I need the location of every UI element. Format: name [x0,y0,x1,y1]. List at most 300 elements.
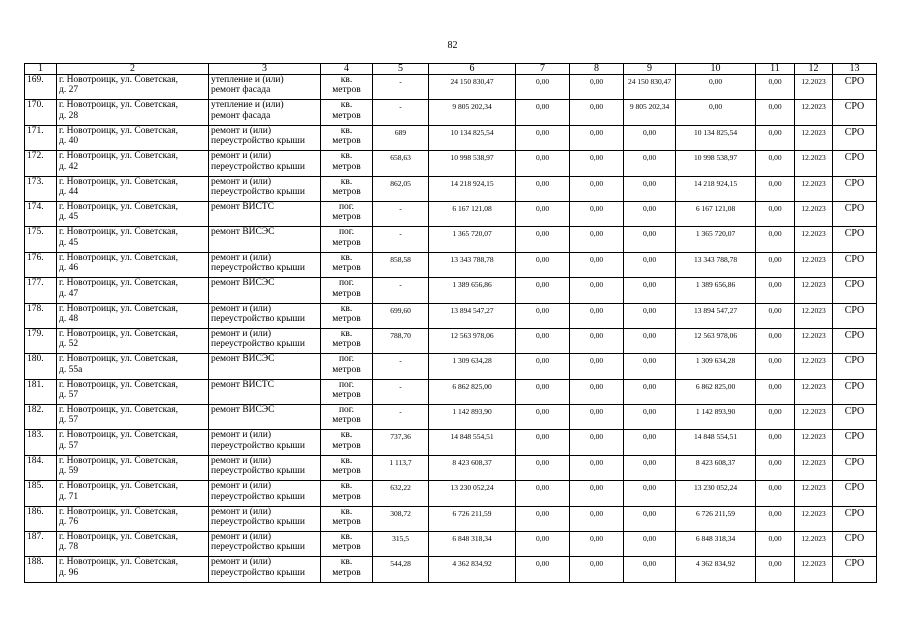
fund-cell-11-line-1: 0,00 [768,254,782,264]
fund-cell-7 [516,430,570,455]
contractor-cell-line-1: СРО [844,152,865,164]
deadline-cell-line-1: 12.2023 [801,508,826,518]
total-cost-cell [429,455,516,480]
fund-cell-7 [516,532,570,557]
unit-cell-line-1: кв. [340,557,353,568]
row-number [25,100,57,125]
total-cost-cell [429,430,516,455]
unit-cell [321,176,373,201]
deadline-cell [795,379,833,404]
fund-cell-11 [756,354,795,379]
fund-cell-11-line-1: 0,00 [768,153,782,163]
total-cost-cell [429,303,516,328]
work-type-cell-line-1: ремонт и (или) [211,151,272,162]
table-row [25,405,877,430]
row-number [25,252,57,277]
volume-cell [373,151,429,176]
table-row [25,506,877,531]
fund-cell-9-line-1: 0,00 [642,508,657,518]
address-cell [57,227,209,252]
row-number [25,227,57,252]
fund-cell-8 [570,303,624,328]
unit-cell-line-2: метров [332,542,361,553]
fund-cell-11 [756,379,795,404]
fund-cell-10-line-1: 8 423 608,37 [695,457,736,467]
unit-cell [321,100,373,125]
fund-cell-10 [676,75,756,100]
fund-cell-9-line-1: 0,00 [642,229,657,239]
deadline-cell [795,100,833,125]
fund-cell-9 [624,557,676,582]
fund-cell-9-line-1: 0,00 [642,407,657,417]
fund-cell-8 [570,227,624,252]
fund-cell-9-line-1: 9 805 202,34 [629,102,670,112]
fund-cell-11 [756,455,795,480]
row-number-line-1: 177. [27,278,44,289]
volume-cell [373,201,429,226]
work-type-cell-line-2: переустройство крыши [211,466,305,477]
row-number [25,75,57,100]
address-cell-line-1: г. Новотроицк, ул. Советская, [59,379,179,390]
total-cost-cell [429,405,516,430]
work-type-cell [209,455,321,480]
fund-cell-9 [624,354,676,379]
table-body [25,75,877,583]
address-cell [57,151,209,176]
fund-cell-10 [676,125,756,150]
deadline-cell-line-1: 12.2023 [801,483,826,493]
contractor-cell [833,557,877,582]
work-type-cell-line-2: переустройство крыши [211,161,305,172]
fund-cell-10-line-1: 10 998 538,97 [693,153,738,163]
address-cell-line-1: г. Новотроицк, ул. Советская, [59,75,179,85]
work-type-cell-line-2: переустройство крыши [211,440,305,451]
fund-cell-9-line-1: 0,00 [642,153,657,163]
fund-cell-11 [756,430,795,455]
total-cost-cell-line-1: 12 563 978,06 [450,330,494,340]
fund-cell-9 [624,176,676,201]
address-cell-line-2: д. 42 [59,161,79,172]
contractor-cell-line-1: СРО [844,126,865,138]
contractor-cell [833,430,877,455]
work-type-cell [209,278,321,303]
work-type-cell-line-2: переустройство крыши [211,186,305,197]
address-cell-line-1: г. Новотроицк, ул. Советская, [59,176,179,187]
deadline-cell [795,125,833,150]
fund-cell-7-line-1: 0,00 [535,432,550,442]
work-type-cell-line-1: ремонт и (или) [211,303,272,314]
address-cell [57,75,209,100]
total-cost-cell [429,201,516,226]
contractor-cell-line-1: СРО [844,406,865,418]
fund-cell-7 [516,227,570,252]
address-cell-line-2: д. 27 [59,85,79,96]
deadline-cell [795,227,833,252]
total-cost-cell-line-1: 6 848 318,34 [452,534,492,544]
contractor-cell [833,532,877,557]
address-cell-line-2: д. 59 [59,466,79,477]
table-row [25,252,877,277]
fund-cell-10-line-1: 1 365 720,07 [695,229,736,239]
fund-cell-9 [624,379,676,404]
volume-cell-line-1: 315,5 [392,534,409,544]
column-header-1: 1 [25,64,57,75]
fund-cell-11-line-1: 0,00 [768,77,782,86]
address-cell [57,328,209,353]
column-header-11: 11 [756,64,795,75]
contractor-cell-line-1: СРО [844,101,865,113]
column-header-8: 8 [570,64,624,75]
unit-cell-line-2: метров [332,85,361,96]
fund-cell-7 [516,125,570,150]
volume-cell [373,455,429,480]
contractor-cell-line-1: СРО [844,304,865,316]
unit-cell-line-1: пог. [338,201,355,212]
column-header-13: 13 [833,64,877,75]
total-cost-cell-line-1: 13 894 547,27 [450,305,494,315]
contractor-cell-line-1: СРО [844,355,865,367]
total-cost-cell [429,252,516,277]
row-number [25,532,57,557]
fund-cell-11-line-1: 0,00 [768,559,782,569]
contractor-cell-line-1: СРО [844,482,865,494]
address-cell-line-1: г. Новотроицк, ул. Советская, [59,278,179,289]
contractor-cell-line-1: СРО [844,558,865,570]
row-number [25,506,57,531]
fund-cell-11-line-1: 0,00 [768,407,782,417]
fund-cell-8-line-1: 0,00 [589,254,604,264]
fund-cell-10-line-1: 0,00 [708,77,723,86]
deadline-cell [795,532,833,557]
work-type-cell [209,100,321,125]
fund-cell-7-line-1: 0,00 [535,254,550,264]
address-cell-line-2: д. 47 [59,288,79,299]
row-number [25,125,57,150]
fund-cell-10-line-1: 10 134 825,54 [693,127,738,137]
fund-cell-9 [624,125,676,150]
table-row [25,455,877,480]
fund-cell-8 [570,481,624,506]
unit-cell [321,201,373,226]
volume-cell [373,379,429,404]
fund-cell-9-line-1: 0,00 [642,127,657,137]
fund-cell-8-line-1: 0,00 [589,534,604,544]
deadline-cell-line-1: 12.2023 [801,229,826,239]
deadline-cell-line-1: 12.2023 [801,203,826,213]
fund-cell-10 [676,303,756,328]
fund-cell-10 [676,506,756,531]
row-number [25,303,57,328]
fund-cell-7-line-1: 0,00 [535,77,550,86]
volume-cell-line-1: 658,63 [390,153,411,163]
volume-cell-line-1: 632,22 [390,483,411,493]
fund-cell-9 [624,405,676,430]
table-row [25,379,877,404]
fund-cell-9 [624,252,676,277]
contractor-cell-line-1: СРО [844,431,865,443]
address-cell [57,354,209,379]
unit-cell [321,151,373,176]
fund-cell-11 [756,125,795,150]
unit-cell [321,303,373,328]
table-row [25,75,877,100]
fund-cell-10 [676,151,756,176]
row-number-line-1: 183. [27,430,44,441]
address-cell [57,303,209,328]
fund-cell-10 [676,227,756,252]
fund-cell-8-line-1: 0,00 [589,559,604,569]
works-table [24,63,877,583]
unit-cell-line-2: метров [332,567,361,578]
work-type-cell [209,75,321,100]
contractor-cell [833,100,877,125]
unit-cell-line-1: кв. [340,481,353,492]
volume-cell-line-1: - [399,77,402,86]
contractor-cell [833,303,877,328]
unit-cell-line-2: метров [332,237,361,248]
address-cell [57,125,209,150]
total-cost-cell-line-1: 14 218 924,15 [450,178,494,188]
fund-cell-9 [624,201,676,226]
row-number-line-1: 175. [27,227,44,238]
address-cell [57,379,209,404]
fund-cell-7 [516,379,570,404]
work-type-cell-line-1: ремонт ВИСЭС [211,405,275,416]
row-number [25,354,57,379]
table-row [25,532,877,557]
work-type-cell-line-2: переустройство крыши [211,567,305,578]
total-cost-cell [429,532,516,557]
fund-cell-9 [624,532,676,557]
fund-cell-10 [676,100,756,125]
column-header-10: 10 [676,64,756,75]
unit-cell [321,125,373,150]
address-cell-line-2: д. 57 [59,415,79,426]
address-cell-line-1: г. Новотроицк, ул. Советская, [59,430,179,441]
unit-cell-line-1: пог. [338,354,355,365]
fund-cell-8 [570,252,624,277]
unit-cell-line-1: пог. [338,227,355,238]
fund-cell-9-line-1: 24 150 830,47 [627,77,672,86]
fund-cell-8 [570,532,624,557]
unit-cell-line-2: метров [332,186,361,197]
row-number-line-1: 187. [27,532,44,543]
address-cell-line-2: д. 76 [59,517,79,528]
column-header-6: 6 [429,64,516,75]
total-cost-cell [429,125,516,150]
fund-cell-7-line-1: 0,00 [535,153,550,163]
volume-cell-line-1: - [399,407,402,417]
fund-cell-8-line-1: 0,00 [589,330,604,340]
work-type-cell-line-2: ремонт фасада [211,85,271,96]
fund-cell-10-line-1: 12 563 978,06 [693,330,738,340]
unit-cell-line-1: кв. [340,176,353,187]
row-number [25,430,57,455]
unit-cell-line-1: кв. [340,75,353,85]
fund-cell-10-line-1: 1 142 893,90 [695,407,736,417]
unit-cell-line-2: метров [332,339,361,350]
fund-cell-8 [570,125,624,150]
unit-cell [321,227,373,252]
fund-cell-10 [676,252,756,277]
address-cell [57,278,209,303]
contractor-cell-line-1: СРО [844,279,865,291]
fund-cell-9 [624,100,676,125]
work-type-cell-line-1: утепление и (или) [211,100,284,111]
row-number-line-1: 184. [27,455,44,466]
fund-cell-11 [756,151,795,176]
volume-cell-line-1: 689 [394,127,407,137]
address-cell [57,405,209,430]
fund-cell-9-line-1: 0,00 [642,305,657,315]
column-header-3: 3 [209,64,321,75]
fund-cell-8-line-1: 0,00 [589,407,604,417]
volume-cell-line-1: 737,36 [390,432,411,442]
unit-cell-line-2: метров [332,390,361,401]
fund-cell-11 [756,481,795,506]
work-type-cell [209,481,321,506]
deadline-cell-line-1: 12.2023 [801,457,826,467]
contractor-cell [833,455,877,480]
fund-cell-9-line-1: 0,00 [642,457,657,467]
deadline-cell [795,430,833,455]
fund-cell-9 [624,303,676,328]
fund-cell-9 [624,328,676,353]
volume-cell-line-1: - [399,102,402,112]
total-cost-cell [429,354,516,379]
table-row [25,354,877,379]
work-type-cell-line-1: ремонт и (или) [211,506,272,517]
row-number-line-1: 186. [27,506,44,517]
fund-cell-7-line-1: 0,00 [535,203,550,213]
fund-cell-10 [676,354,756,379]
address-cell [57,455,209,480]
deadline-cell-line-1: 12.2023 [801,432,826,442]
fund-cell-11-line-1: 0,00 [768,102,782,112]
address-cell-line-2: д. 40 [59,136,79,147]
unit-cell-line-1: кв. [340,430,353,441]
deadline-cell-line-1: 12.2023 [801,102,826,112]
column-header-9: 9 [624,64,676,75]
deadline-cell [795,557,833,582]
total-cost-cell-line-1: 6 726 211,59 [452,508,492,518]
fund-cell-11 [756,532,795,557]
volume-cell [373,125,429,150]
fund-cell-10 [676,328,756,353]
fund-cell-7 [516,506,570,531]
row-number-line-1: 185. [27,481,44,492]
table-row [25,151,877,176]
fund-cell-11-line-1: 0,00 [768,356,782,366]
fund-cell-9-line-1: 0,00 [642,559,657,569]
fund-cell-10-line-1: 6 848 318,34 [695,534,736,544]
contractor-cell [833,328,877,353]
fund-cell-10 [676,455,756,480]
fund-cell-9-line-1: 0,00 [642,356,657,366]
contractor-cell-line-1: СРО [844,202,865,214]
fund-cell-8 [570,430,624,455]
address-cell [57,100,209,125]
fund-cell-7-line-1: 0,00 [535,534,550,544]
unit-cell [321,379,373,404]
table-row [25,328,877,353]
total-cost-cell [429,278,516,303]
work-type-cell-line-2: переустройство крыши [211,542,305,553]
fund-cell-10 [676,557,756,582]
fund-cell-8-line-1: 0,00 [589,203,604,213]
total-cost-cell-line-1: 4 362 834,92 [452,559,492,569]
address-cell-line-2: д. 78 [59,542,79,553]
deadline-cell-line-1: 12.2023 [801,559,826,569]
address-cell-line-2: д. 45 [59,212,79,223]
row-number [25,379,57,404]
fund-cell-7 [516,405,570,430]
deadline-cell [795,455,833,480]
deadline-cell [795,201,833,226]
work-type-cell [209,303,321,328]
unit-cell [321,455,373,480]
contractor-cell-line-1: СРО [844,253,865,265]
fund-cell-8 [570,75,624,100]
fund-cell-11 [756,278,795,303]
fund-cell-11 [756,303,795,328]
fund-cell-7 [516,557,570,582]
address-cell-line-1: г. Новотроицк, ул. Советская, [59,481,179,492]
fund-cell-11-line-1: 0,00 [768,457,782,467]
fund-cell-9-line-1: 0,00 [642,203,657,213]
fund-cell-7-line-1: 0,00 [535,559,550,569]
address-cell-line-2: д. 45 [59,237,79,248]
work-type-cell-line-1: ремонт и (или) [211,125,272,136]
deadline-cell [795,303,833,328]
address-cell-line-2: д. 71 [59,491,79,502]
fund-cell-7 [516,100,570,125]
address-cell [57,532,209,557]
header-row [25,64,877,75]
fund-cell-7-line-1: 0,00 [535,381,550,391]
deadline-cell [795,481,833,506]
contractor-cell [833,201,877,226]
contractor-cell [833,176,877,201]
fund-cell-8-line-1: 0,00 [589,508,604,518]
fund-cell-11-line-1: 0,00 [768,280,782,290]
work-type-cell-line-2: переустройство крыши [211,313,305,324]
fund-cell-10-line-1: 1 389 656,86 [695,280,736,290]
contractor-cell-line-1: СРО [844,456,865,468]
address-cell-line-2: д. 48 [59,313,79,324]
volume-cell-line-1: 862,05 [390,178,411,188]
work-type-cell-line-1: ремонт и (или) [211,176,272,187]
fund-cell-7-line-1: 0,00 [535,178,550,188]
address-cell-line-1: г. Новотроицк, ул. Советская, [59,405,179,416]
unit-cell-line-2: метров [332,288,361,299]
unit-cell [321,252,373,277]
work-type-cell-line-1: ремонт ВИСЭС [211,278,275,289]
deadline-cell [795,252,833,277]
volume-cell-line-1: - [399,229,402,239]
fund-cell-10 [676,201,756,226]
work-type-cell-line-1: утепление и (или) [211,75,284,85]
fund-cell-9-line-1: 0,00 [642,432,657,442]
address-cell-line-1: г. Новотроицк, ул. Советская, [59,227,179,238]
address-cell-line-1: г. Новотроицк, ул. Советская, [59,100,179,111]
work-type-cell [209,227,321,252]
total-cost-cell [429,100,516,125]
unit-cell-line-1: кв. [340,151,353,162]
total-cost-cell [429,481,516,506]
fund-cell-7-line-1: 0,00 [535,457,550,467]
unit-cell-line-2: метров [332,491,361,502]
